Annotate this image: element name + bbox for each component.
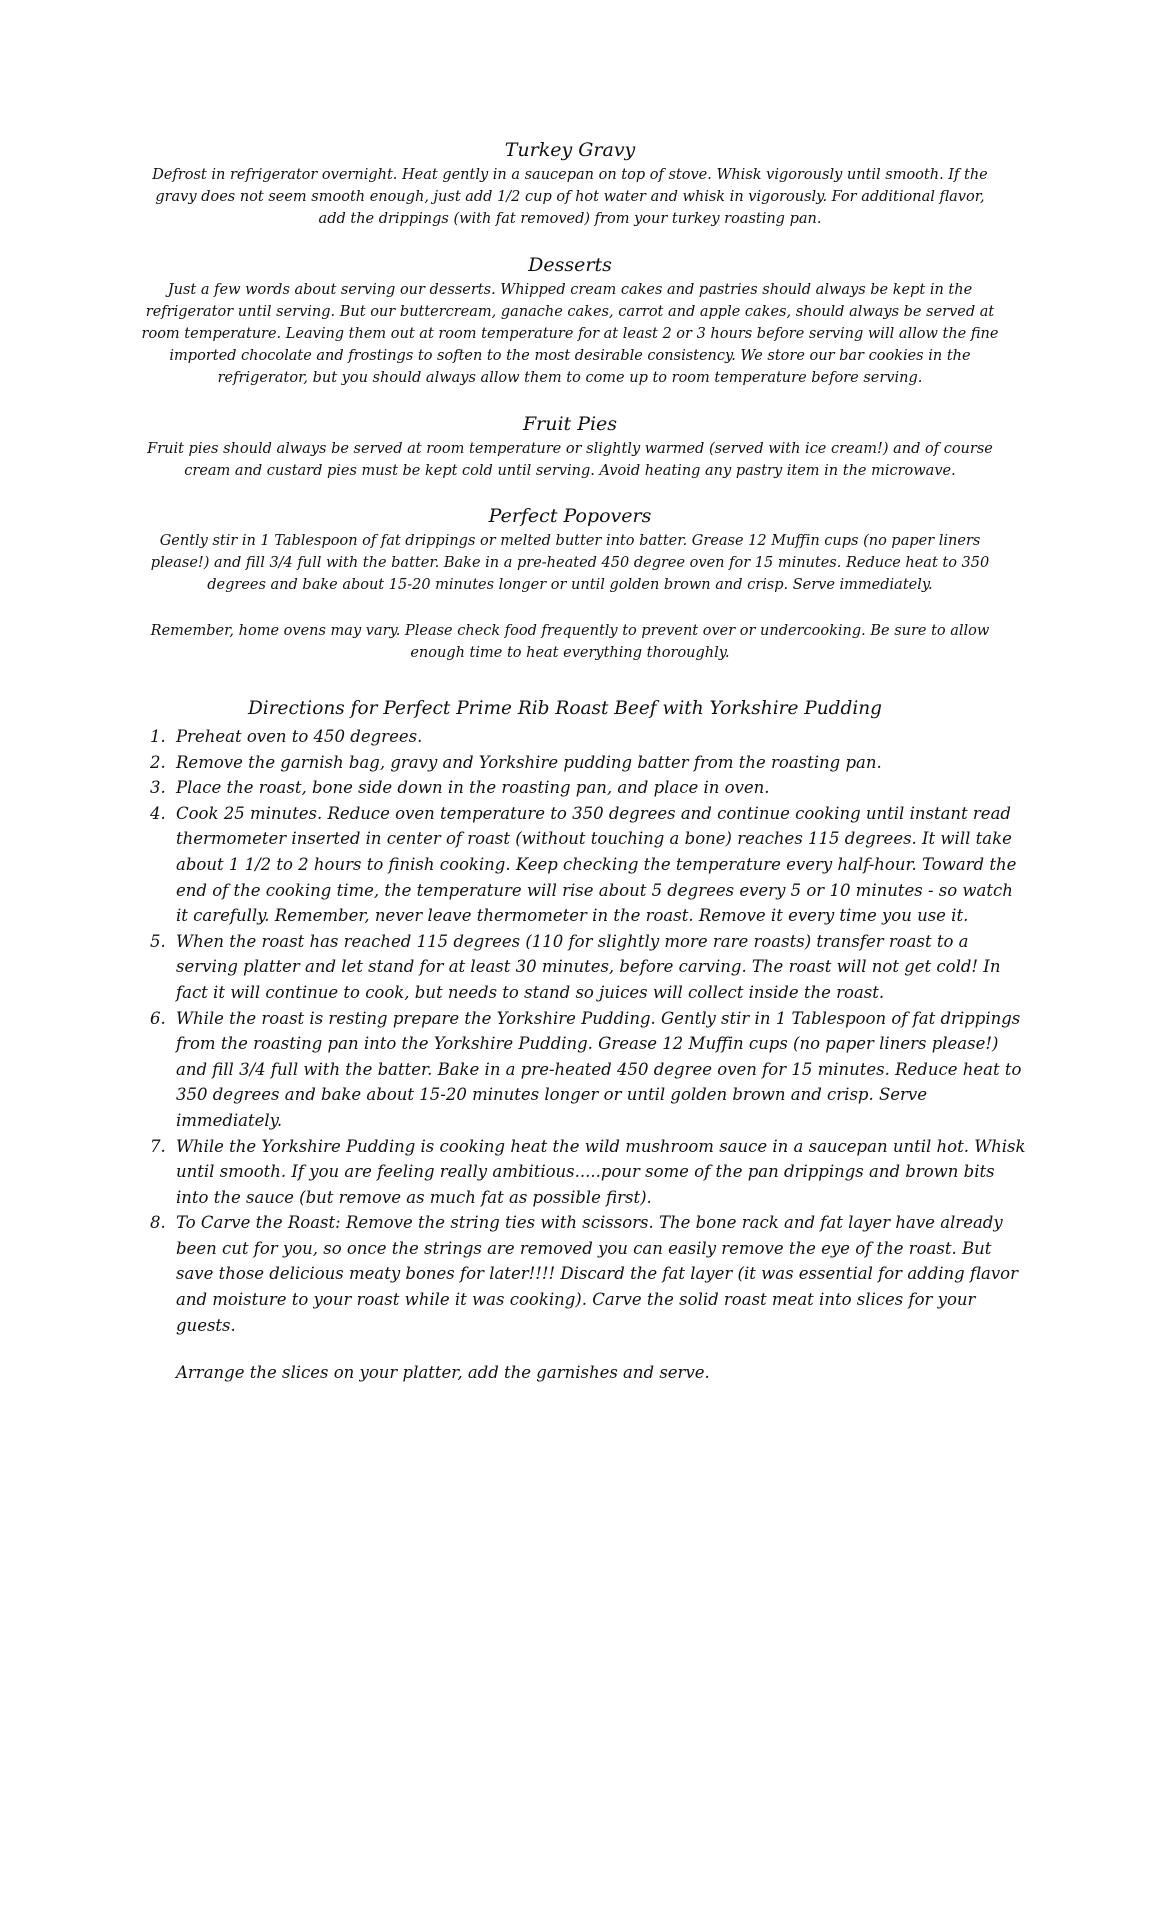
step-text: Place the roast, bone side down in the roasting pan, and place in oven. [176, 778, 770, 798]
section-fruit-pies [140, 412, 1000, 482]
step-number: 7. [150, 1136, 166, 1156]
section-remember-note [140, 620, 1000, 664]
step-number: 8. [150, 1213, 166, 1233]
directions-section [150, 696, 1030, 1386]
direction-step-7 [150, 1134, 1030, 1211]
direction-step-1 [150, 724, 1030, 750]
step-text: Cook 25 minutes. Reduce oven temperature to 350 degrees and continue cooking until instant read thermometer inserted in center of roast (without touching a bone) reaches 115 degrees. It will take about 1 1/2 to 2 hours to finish cooking. Keep checking the temperature every half-hour. Toward the end of the cooking time, the temperature will rise about 5 degrees every 5 or 10 minutes - so watch it carefully. Remember, never leave thermometer in the roast. Remove it every time you use it. [176, 803, 1017, 926]
step-text: While the Yorkshire Pudding is cooking heat the wild mushroom sauce in a saucepan until hot. Whisk until smooth. If you are feeling really ambitious.....pour some of the pan drippings and brown bits into the sauce (but remove as much fat as possible first). [176, 1136, 1026, 1207]
section-desserts [140, 253, 1000, 389]
step-text: While the roast is resting prepare the Yorkshire Pudding. Gently stir in 1 Tablespoon of fat drippings from the roasting pan into the Yorkshire Pudding. Grease 12 Muffin cups (no paper liners please!) and fill 3/4 full with the batter. Bake in a pre-heated 450 degree oven for 15 minutes. Reduce heat to 350 degrees and bake about 15-20 minutes longer or until golden brown and crisp. Serve immediately. [176, 1008, 1022, 1130]
step-number: 2. [150, 752, 166, 772]
step-number: 1. [150, 727, 166, 746]
remember-note: Remember, home ovens may vary. Please check food frequently to prevent over or undercooking. Be sure to allow enough time to heat everything thoroughly. [150, 623, 990, 661]
direction-step-8 [150, 1210, 1030, 1338]
direction-step-4 [150, 801, 1030, 929]
direction-step-5 [150, 929, 1030, 1006]
step-text: To Carve the Roast: Remove the string ties with scissors. The bone rack and fat layer have already been cut for you, so once the strings are removed you can easily remove the eye of the roast. But save those delicious meaty bones for later!!!! Discard the fat layer (it was essential for adding flavor and moisture to your roast while it was cooking). Carve the solid roast meat into slices for your guests. [176, 1213, 1018, 1335]
step-text: When the roast has reached 115 degrees (110 for slightly more rare roasts) transfer roast to a serving platter and let stand for at least 30 minutes, before carving. The roast will not get cold! In fact it will continue to cook, but needs to stand so juices will collect inside the roast. [176, 931, 1001, 1002]
direction-step-2 [150, 750, 1030, 776]
step-text: Remove the garnish bag, gravy and Yorkshire pudding batter from the roasting pan. [176, 752, 882, 772]
section-turkey-gravy [140, 138, 1000, 230]
step-number: 5. [150, 931, 166, 951]
closing-instruction: Arrange the slices on your platter, add the garnishes and serve. [176, 1363, 710, 1383]
step-number: 3. [150, 778, 166, 798]
direction-step-3 [150, 775, 1030, 801]
step-text: Preheat oven to 450 degrees. [176, 727, 423, 746]
directions-steps-list [150, 724, 1030, 1338]
direction-step-6 [150, 1006, 1030, 1134]
section-title: Turkey Gravy [504, 139, 636, 161]
section-body: Fruit pies should always be served at room temperature or slightly warmed (served with ice cream!) and of course cream and custard pies must be kept cold until serving. Avoid heating any pastry item in the microwave. [147, 441, 993, 479]
section-perfect-popovers [140, 504, 1000, 596]
section-title: Desserts [528, 254, 612, 276]
step-number: 4. [150, 803, 166, 823]
section-title: Fruit Pies [522, 413, 618, 435]
section-body: Just a few words about serving our desserts. Whipped cream cakes and pastries should always be kept in the refrigerator until serving. But our buttercream, ganache cakes, carrot and apple cakes, should always be served at room temperature. Leaving them out at room temperature for at least 2 or 3 hours before serving will allow the fine imported chocolate and frostings to soften to the most desirable consistency. We store our bar cookies in the refrigerator, but you should always allow them to come up to room temperature before serving. [141, 282, 999, 386]
step-number: 6. [150, 1008, 166, 1028]
section-body: Defrost in refrigerator overnight. Heat gently in a saucepan on top of stove. Whisk vigorously until smooth. If the gravy does not seem smooth enough, just add 1/2 cup of hot water and whisk in vigorously. For additional flavor, add the drippings (with fat removed) from your turkey roasting pan. [152, 167, 988, 227]
section-title: Perfect Popovers [488, 505, 652, 527]
section-body: Gently stir in 1 Tablespoon of fat drippings or melted butter into batter. Grease 12 Muffin cups (no paper liners please!) and fill 3/4 full with the batter. Bake in a pre-heated 450 degree oven for 15 minutes. Reduce heat to 350 degrees and bake about 15-20 minutes longer or until golden brown and crisp. Serve immediately. [150, 533, 990, 593]
directions-title: Directions for Perfect Prime Rib Roast Beef with Yorkshire Pudding [247, 698, 883, 719]
